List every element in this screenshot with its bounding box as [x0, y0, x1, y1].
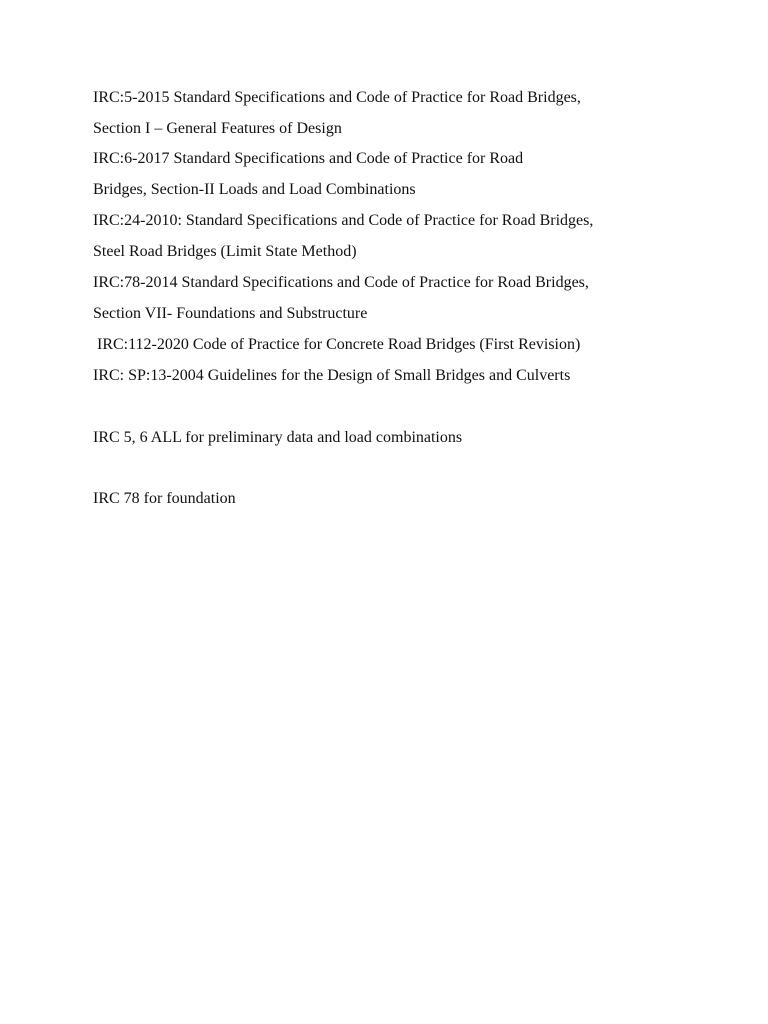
reference-irc112: IRC:112-2020 Code of Practice for Concrete Road Bridges (First Revision) [97, 336, 581, 353]
reference-irc5-line2: Section I – General Features of Design [93, 120, 342, 137]
reference-irc24-line2: Steel Road Bridges (Limit State Method) [93, 243, 357, 260]
reference-irc-sp13: IRC: SP:13-2004 Guidelines for the Design of Small Bridges and Culverts [93, 367, 571, 384]
note-foundation: IRC 78 for foundation [93, 490, 236, 507]
reference-irc6-line1: IRC:6-2017 Standard Specifications and Code of Practice for Road [93, 150, 524, 167]
note-preliminary-data: IRC 5, 6 ALL for preliminary data and load combinations [93, 429, 463, 446]
reference-irc78-line2: Section VII- Foundations and Substructure [93, 305, 368, 322]
reference-irc5-line1: IRC:5-2015 Standard Specifications and Code of Practice for Road Bridges, [93, 89, 581, 106]
reference-irc78-line1: IRC:78-2014 Standard Specifications and Code of Practice for Road Bridges, [93, 274, 589, 291]
reference-irc24-line1: IRC:24-2010: Standard Specifications and Code of Practice for Road Bridges, [93, 212, 594, 229]
reference-irc6-line2: Bridges, Section-II Loads and Load Combinations [93, 181, 416, 198]
